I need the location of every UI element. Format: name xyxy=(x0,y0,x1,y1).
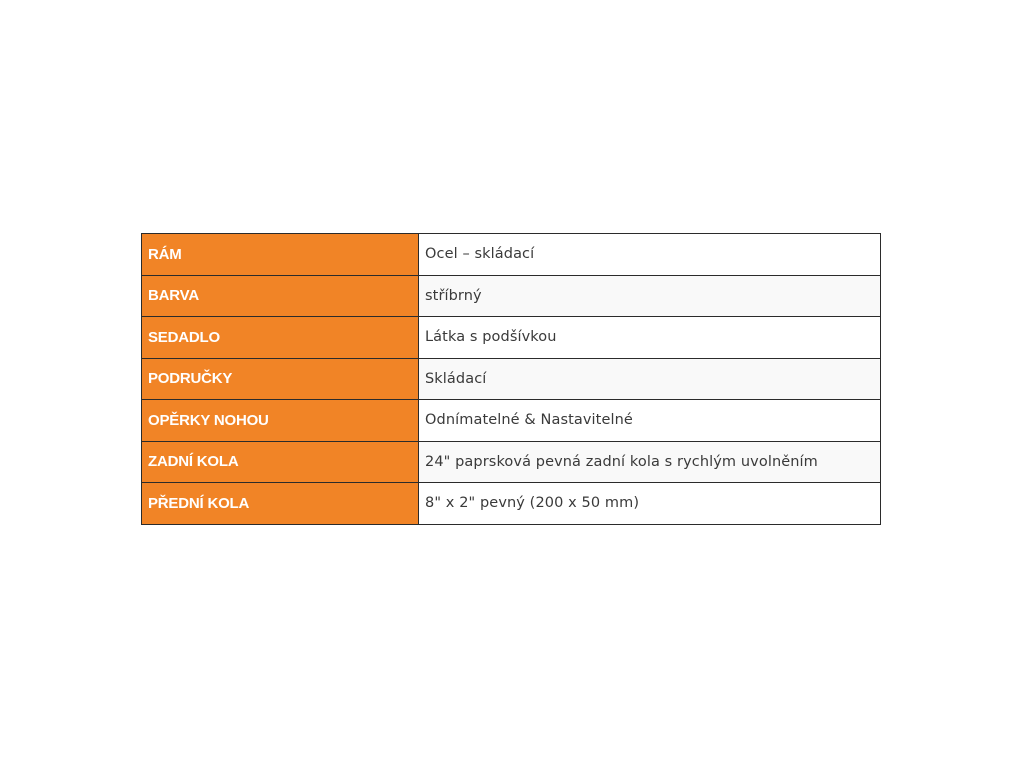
table-row xyxy=(142,358,881,400)
row-value-rear-wheels: 24" paprsková pevná zadní kola s rychlým uvolněním xyxy=(419,441,881,483)
row-label-armrests: PODRUČKY xyxy=(142,358,419,400)
row-value-armrests: Skládací xyxy=(419,358,881,400)
table-row xyxy=(142,317,881,359)
row-label-frame: RÁM xyxy=(142,234,419,276)
row-value-frame: Ocel – skládací xyxy=(419,234,881,276)
specification-table xyxy=(141,233,881,525)
row-label-rear-wheels: ZADNÍ KOLA xyxy=(142,441,419,483)
row-value-seat: Látka s podšívkou xyxy=(419,317,881,359)
table-row xyxy=(142,275,881,317)
row-label-seat: SEDADLO xyxy=(142,317,419,359)
table-row xyxy=(142,441,881,483)
row-label-front-wheels: PŘEDNÍ KOLA xyxy=(142,483,419,525)
table-row xyxy=(142,400,881,442)
row-value-color: stříbrný xyxy=(419,275,881,317)
row-value-footrests: Odnímatelné & Nastavitelné xyxy=(419,400,881,442)
row-label-color: BARVA xyxy=(142,275,419,317)
row-label-footrests: OPĚRKY NOHOU xyxy=(142,400,419,442)
row-value-front-wheels: 8" x 2" pevný (200 x 50 mm) xyxy=(419,483,881,525)
table-row xyxy=(142,234,881,276)
table-row xyxy=(142,483,881,525)
